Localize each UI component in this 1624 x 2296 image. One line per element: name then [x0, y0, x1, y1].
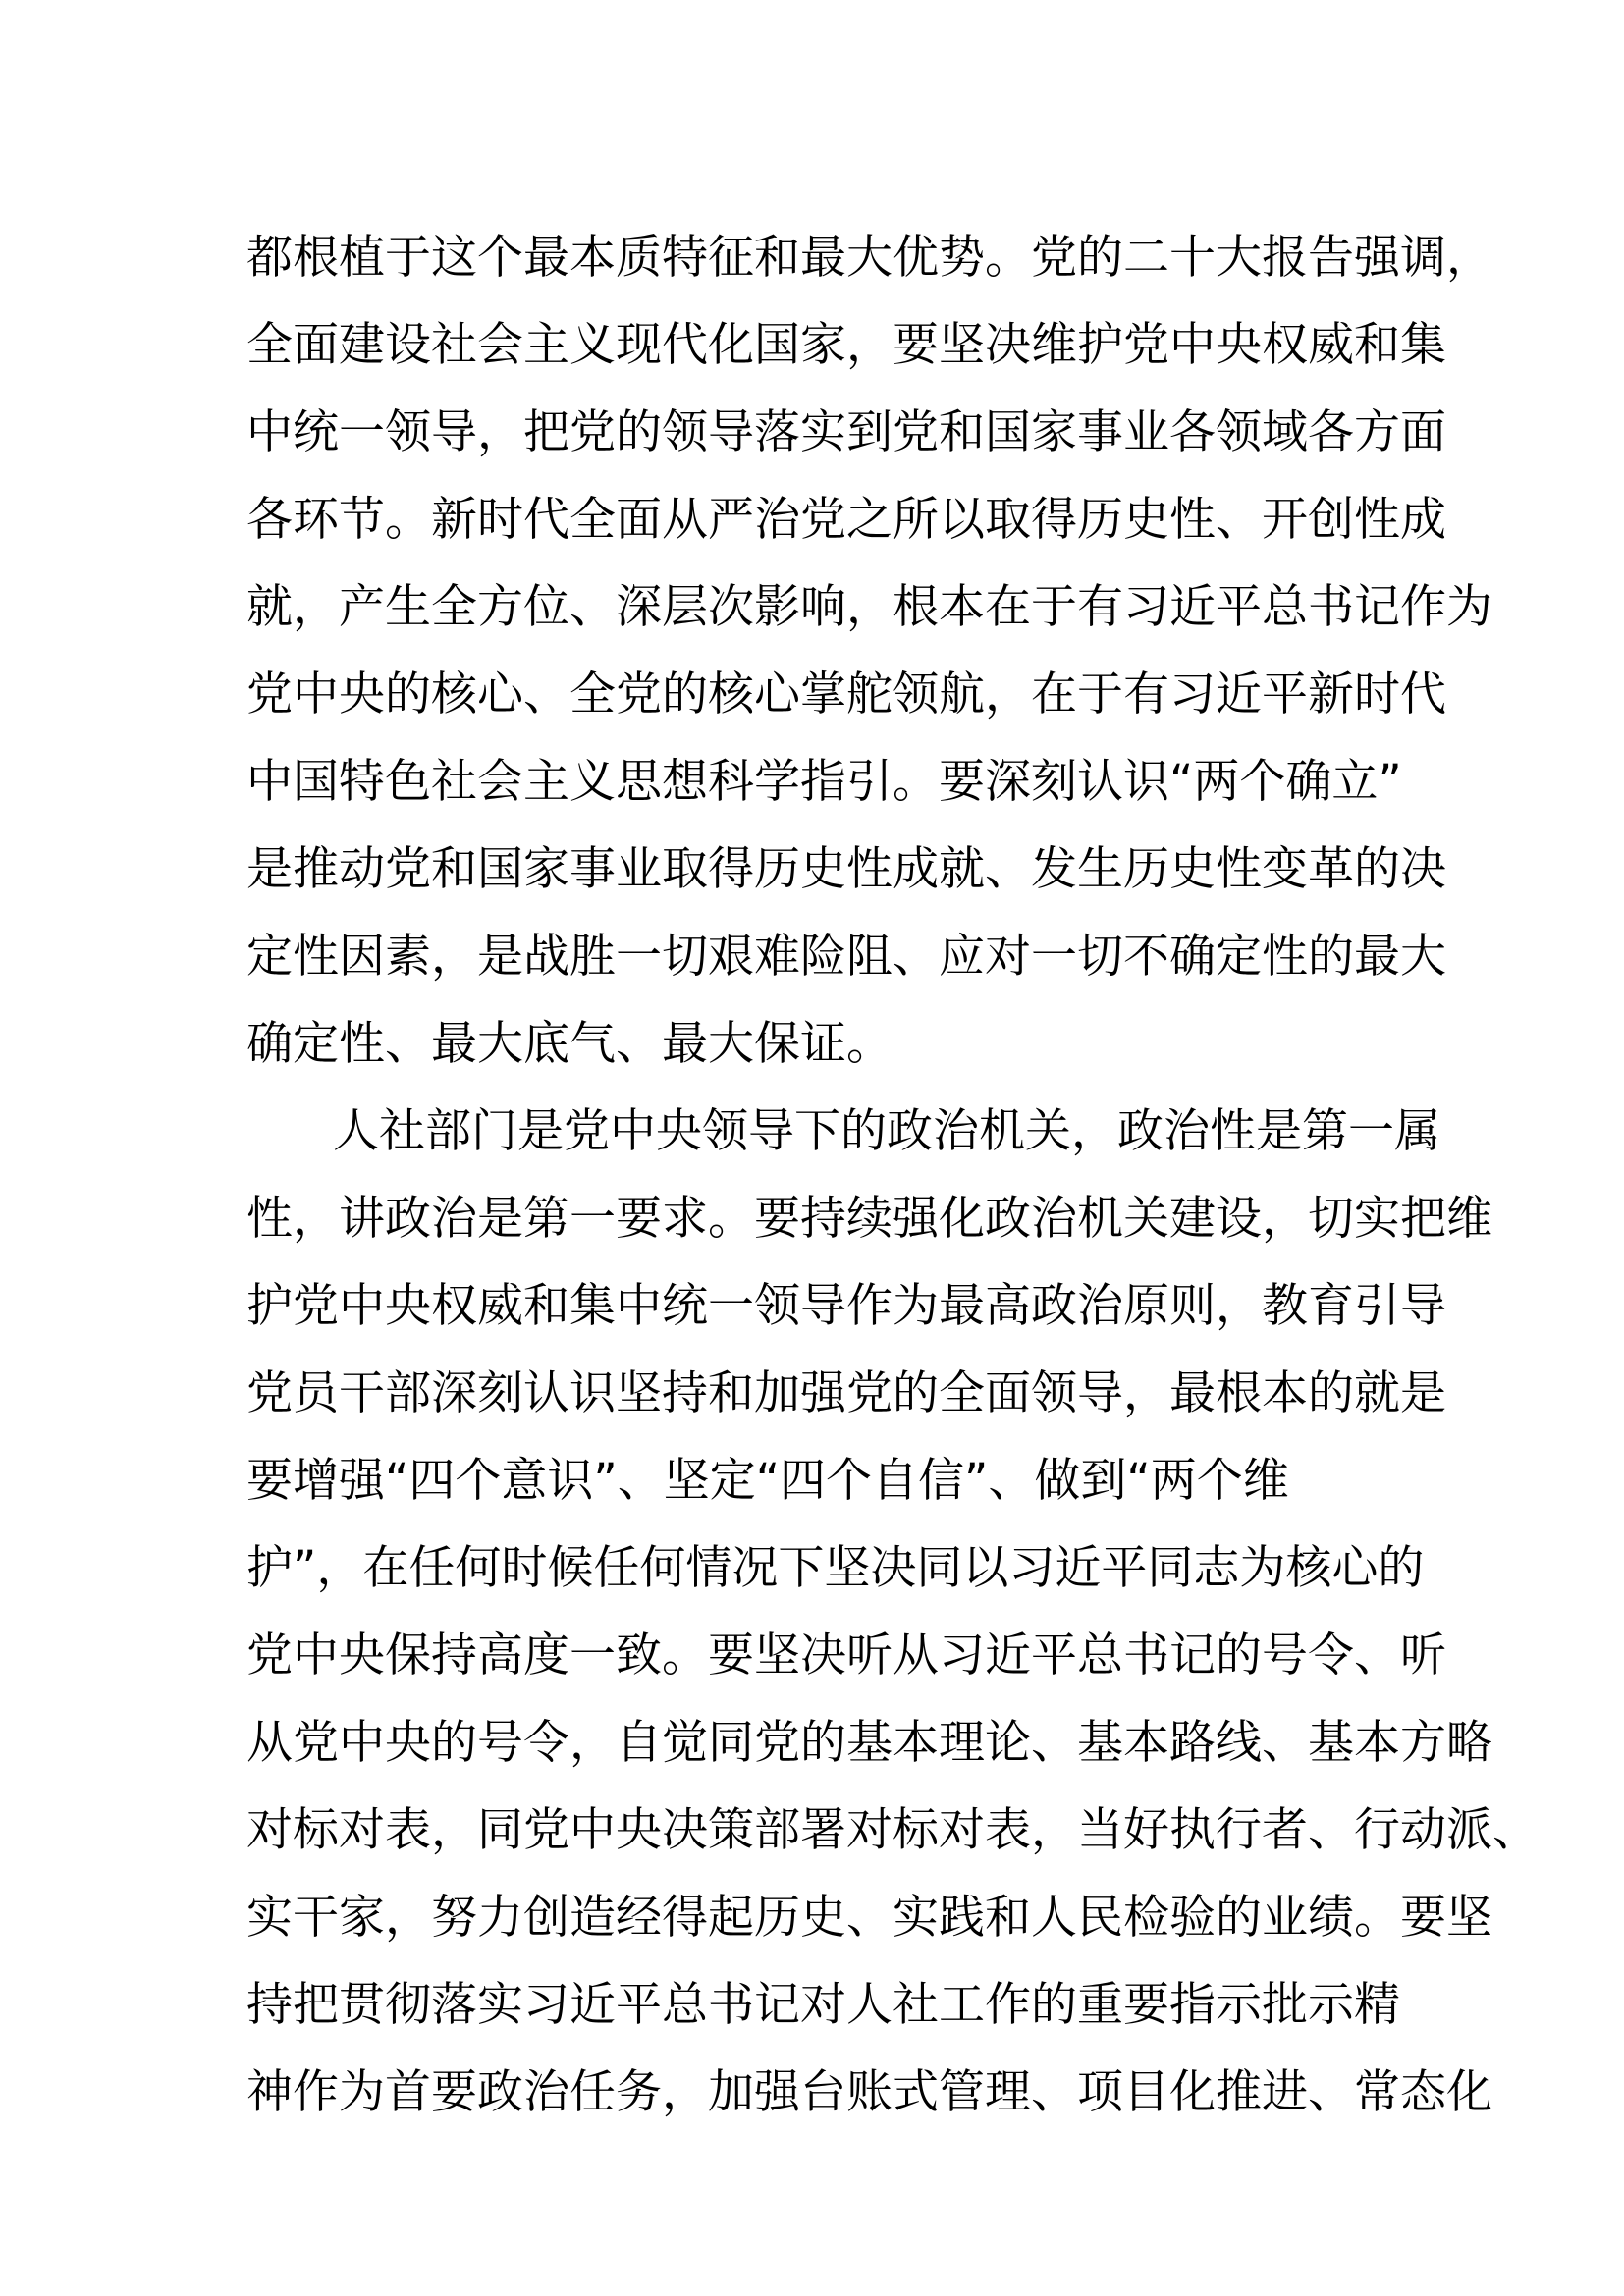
- text-line: 对标对表，同党中央决策部署对标对表，当好执行者、行动派、: [246, 1803, 1539, 1857]
- text-line: 实干家，努力创造经得起历史、实践和人民检验的业绩。要坚: [246, 1891, 1492, 1945]
- text-line: 各环节。新时代全面从严治党之所以取得历史性、开创性成: [246, 493, 1446, 547]
- text-line: 持把贯彻落实习近平总书记对人社工作的重要指示批示精: [246, 1978, 1400, 2032]
- text-line: 党中央的核心、全党的核心掌舵领航，在于有习近平新时代: [246, 667, 1446, 721]
- text-line: 要增强“四个意识”、坚定“四个自信”、做到“两个维: [246, 1454, 1289, 1508]
- text-line: 中统一领导，把党的领导落实到党和国家事业各领域各方面: [246, 405, 1446, 459]
- text-line: 确定性、最大底气、最大保证。: [246, 1017, 893, 1071]
- text-line-indented: 人社部门是党中央领导下的政治机关，政治性是第一属: [333, 1104, 1440, 1158]
- paragraph-2: [246, 1088, 1539, 2136]
- text-line: 定性因素，是战胜一切艰难险阻、应对一切不确定性的最大: [246, 930, 1446, 984]
- text-line: 党员干部深刻认识坚持和加强党的全面领导，最根本的就是: [246, 1366, 1446, 1420]
- text-line: 神作为首要政治任务，加强台账式管理、项目化推进、常态化: [246, 2065, 1492, 2119]
- text-line: 性，讲政治是第一要求。要持续强化政治机关建设，切实把维: [246, 1192, 1492, 1246]
- text-line: 从党中央的号令，自觉同党的基本理论、基本路线、基本方略: [246, 1716, 1492, 1770]
- text-line: 护”，在任何时候任何情况下坚决同以习近平同志为核心的: [246, 1541, 1425, 1595]
- text-line: 是推动党和国家事业取得历史性成就、发生历史性变革的决: [246, 842, 1446, 896]
- text-line: 中国特色社会主义思想科学指引。要深刻认识“两个确立”: [246, 755, 1402, 809]
- body-text: [246, 214, 1539, 2136]
- text-line: 党中央保持高度一致。要坚决听从习近平总书记的号令、听: [246, 1629, 1446, 1682]
- paragraph-1: [246, 214, 1492, 1088]
- text-line: 全面建设社会主义现代化国家，要坚决维护党中央权威和集: [246, 318, 1446, 372]
- text-line: 都根植于这个最本质特征和最大优势。党的二十大报告强调，: [246, 231, 1492, 285]
- text-line: 护党中央权威和集中统一领导作为最高政治原则，教育引导: [246, 1279, 1446, 1333]
- text-line: 就，产生全方位、深层次影响，根本在于有习近平总书记作为: [246, 580, 1492, 634]
